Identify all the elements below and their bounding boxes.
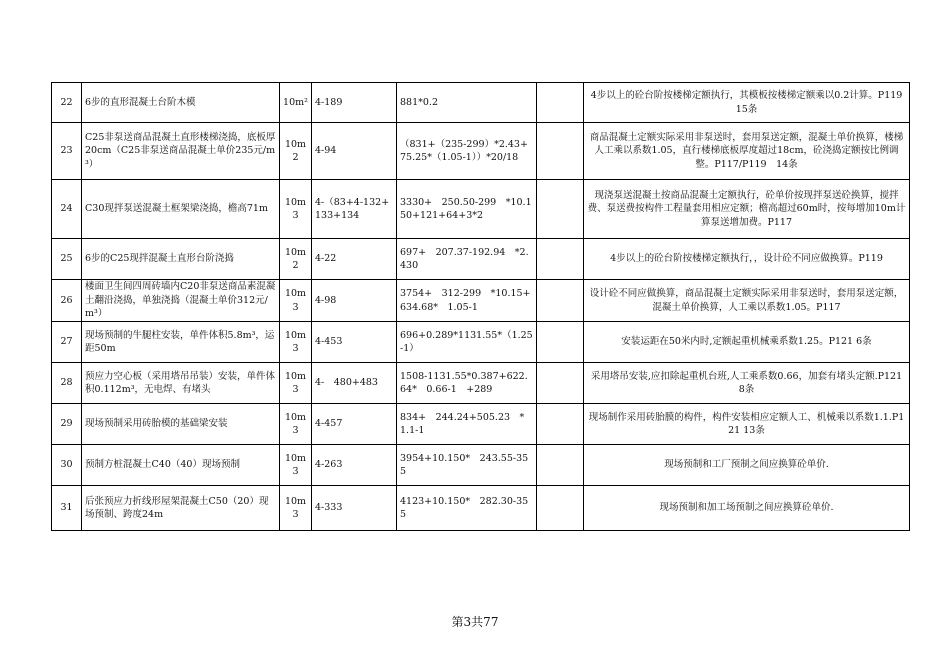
- table-row: [52, 83, 910, 123]
- price-formula: 881*0.2: [397, 83, 537, 123]
- quota-code: 4-94: [312, 123, 397, 180]
- quota-table: [51, 82, 910, 531]
- remark-cell: 商品混凝土定额实际采用非泵送时，套用泵送定额，混凝土单价换算，楼梯人工乘以系数1.05，直行楼梯底板厚度超过18cm，砼浇捣定额按比例调整。P117/P119 14条: [584, 123, 910, 180]
- item-name: C25非泵送商品混凝土直形楼梯浇捣，底板厚20cm（C25非泵送商品混凝土单价235元/m³）: [82, 123, 280, 180]
- row-number: 25: [52, 239, 82, 280]
- table-row: [52, 123, 910, 180]
- price-formula: 3330+ 250.50-299 *10.150+121+64+3*2: [397, 180, 537, 239]
- price-formula: （831+（235-299）*2.43+75.25*（1.05-1））*20/18: [397, 123, 537, 180]
- blank-cell: [537, 123, 584, 180]
- quota-code: 4-457: [312, 404, 397, 445]
- item-name: 楼面卫生间四周砖墙内C20非泵送商品素混凝土翻沿浇捣，单独浇捣（混凝土单价312元/m³）: [82, 280, 280, 322]
- table-row: [52, 363, 910, 404]
- unit-cell: 10m2: [280, 123, 312, 180]
- quota-code: 4-98: [312, 280, 397, 322]
- remark-cell: 设计砼不同应做换算，商品混凝土定额实际采用非泵送时，套用泵送定额，混凝土单价换算，人工乘以系数1.05。P117: [584, 280, 910, 322]
- unit-cell: 10m3: [280, 486, 312, 531]
- unit-cell: 10m3: [280, 404, 312, 445]
- table-row: [52, 239, 910, 280]
- row-number: 23: [52, 123, 82, 180]
- price-formula: 697+ 207.37-192.94 *2.430: [397, 239, 537, 280]
- quota-code: 4-22: [312, 239, 397, 280]
- blank-cell: [537, 445, 584, 486]
- blank-cell: [537, 180, 584, 239]
- row-number: 28: [52, 363, 82, 404]
- price-formula: 696+0.289*1131.55*（1.25-1）: [397, 322, 537, 363]
- unit-cell: 10m3: [280, 322, 312, 363]
- price-formula: 834+ 244.24+505.23 * 1.1-1: [397, 404, 537, 445]
- item-name: 现场预制采用砖胎模的基础梁安装: [82, 404, 280, 445]
- blank-cell: [537, 363, 584, 404]
- blank-cell: [537, 239, 584, 280]
- price-formula: 3754+ 312-299 *10.15+634.68* 1.05-1: [397, 280, 537, 322]
- unit-cell: 10m3: [280, 180, 312, 239]
- remark-cell: 现场制作采用砖胎膜的构件，构件安装相应定额人工、机械乘以系数1.1.P121 13条: [584, 404, 910, 445]
- item-name: 现场预制的牛腿柱安装，单件体积5.8m³，运距50m: [82, 322, 280, 363]
- row-number: 22: [52, 83, 82, 123]
- page-footer: 第3共77: [451, 615, 499, 629]
- price-formula: 3954+10.150* 243.55-355: [397, 445, 537, 486]
- unit-cell: 10m3: [280, 363, 312, 404]
- remark-cell: 现浇泵送混凝土按商品混凝土定额执行，砼单价按现拌泵送砼换算，搅拌费、泵送费按构件工程量套用相应定额；檐高超过60m时，按每增加10m计算泵送增加费。P117: [584, 180, 910, 239]
- item-name: 后张预应力折线形屋架混凝土C50（20）现场预制、跨度24m: [82, 486, 280, 531]
- row-number: 24: [52, 180, 82, 239]
- price-formula: 4123+10.150* 282.30-355: [397, 486, 537, 531]
- unit-cell: 10m2: [280, 239, 312, 280]
- item-name: 预应力空心板（采用塔吊吊装）安装，单件体积0.112m³，无电焊、有堵头: [82, 363, 280, 404]
- table-row: [52, 404, 910, 445]
- table-row: [52, 445, 910, 486]
- price-formula: 1508-1131.55*0.387+622.64* 0.66-1 +289: [397, 363, 537, 404]
- item-name: 6步的直形混凝土台阶木模: [82, 83, 280, 123]
- quota-code: 4-333: [312, 486, 397, 531]
- table-row: [52, 322, 910, 363]
- blank-cell: [537, 486, 584, 531]
- table-row: [52, 486, 910, 531]
- unit-cell: 10m3: [280, 280, 312, 322]
- unit-cell: 10m3: [280, 445, 312, 486]
- blank-cell: [537, 404, 584, 445]
- blank-cell: [537, 322, 584, 363]
- table-row: [52, 180, 910, 239]
- item-name: C30现拌泵送混凝土框架梁浇捣，檐高71m: [82, 180, 280, 239]
- item-name: 6步的C25现拌混凝土直形台阶浇捣: [82, 239, 280, 280]
- remark-cell: 现场预制和工厂预制之间应换算砼单价.: [584, 445, 910, 486]
- item-name: 预制方桩混凝土C40（40）现场预制: [82, 445, 280, 486]
- quota-code: 4-453: [312, 322, 397, 363]
- remark-cell: 4步以上的砼台阶按楼梯定额执行，，设计砼不同应做换算。P119: [584, 239, 910, 280]
- quota-code: 4- 480+483: [312, 363, 397, 404]
- row-number: 26: [52, 280, 82, 322]
- quota-code: 4-189: [312, 83, 397, 123]
- remark-cell: 安装运距在50米内时,定额起重机械乘系数1.25。P121 6条: [584, 322, 910, 363]
- remark-cell: 现场预制和加工场预制之间应换算砼单价.: [584, 486, 910, 531]
- remark-cell: 4步以上的砼台阶按楼梯定额执行，其模板按楼梯定额乘以0.2计算。P119 15条: [584, 83, 910, 123]
- quota-code: 4-263: [312, 445, 397, 486]
- remark-cell: 采用塔吊安装,应扣除起重机台班,人工乘系数0.66，加套有堵头定额.P121 8条: [584, 363, 910, 404]
- blank-cell: [537, 83, 584, 123]
- table-row: [52, 280, 910, 322]
- row-number: 31: [52, 486, 82, 531]
- blank-cell: [537, 280, 584, 322]
- row-number: 30: [52, 445, 82, 486]
- row-number: 27: [52, 322, 82, 363]
- quota-code: 4-（83+4-132+133+134: [312, 180, 397, 239]
- unit-cell: 10m²: [280, 83, 312, 123]
- row-number: 29: [52, 404, 82, 445]
